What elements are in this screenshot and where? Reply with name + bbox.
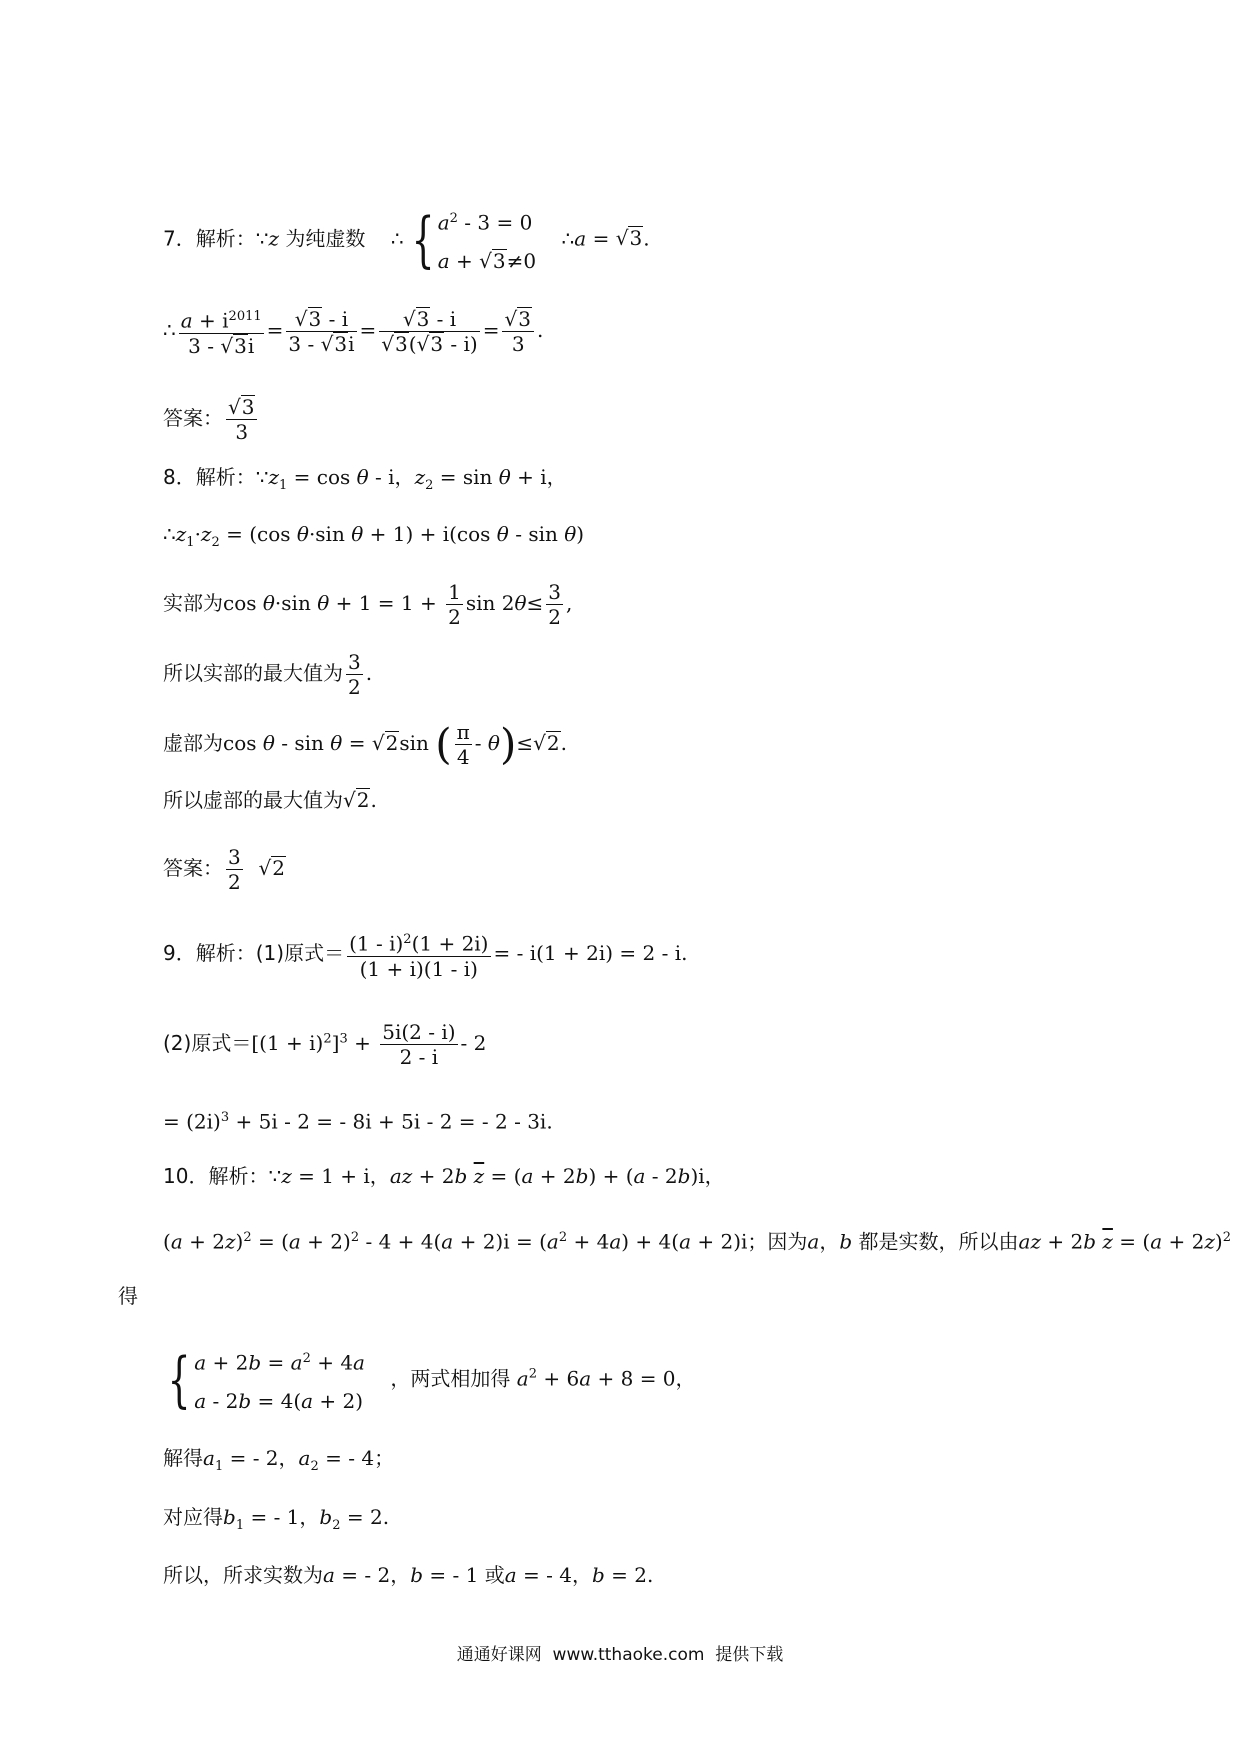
q8-answer: 答案： $\frac{3}{2}$ √2 — [163, 845, 285, 894]
q8-line3: 实部为cos θ·sin θ + 1 = 1 + $\frac{1}{2}$ sin 2θ≤ $\frac{3}{2}$ , — [163, 580, 573, 629]
footer-site: 通通好课网 — [456, 1645, 542, 1665]
q8-line1: 8．解析：$\because z_1 = \cos \theta - i$，$z_2 = \sin \theta + i$， — [163, 465, 567, 493]
q10-system-line: { $a + 2b = a^2 + 4a$ a - 2b = 4(a + 2) ，两式相加得 $a^2 + 6a + 8 = 0$， — [160, 1340, 696, 1420]
q9-line1: 9．解析：(1)原式＝ $\frac{(1 - i)^2(1 + 2i)}{(1 + i)(1 - i)}$ = - i(1 + 2i) = 2 - i. — [163, 928, 687, 981]
q7-line1: 7．解析：∵z 为纯虚数 ∴ { $a^2 - 3 = 0$ a + √3≠0 ∴a = √3. — [163, 200, 650, 280]
footer — [0, 1640, 1240, 1665]
q8-line4: 所以实部的最大值为 $\frac{3}{2}$ . — [163, 650, 373, 699]
q7-answer: 答案： $\frac{√3}{3}$ — [163, 395, 260, 444]
q8-line2: $\therefore z_1\cdot z_2 = (\cos$ θ·sin θ + 1) + i(cos θ - sin θ) — [163, 522, 585, 550]
q10-system: $a + 2b = a^2 + 4a$ a - 2b = 4(a + 2) — [194, 1350, 365, 1413]
q10-line5: 对应得$b_1$ = - 1，$b_2 = 2$. — [163, 1505, 390, 1533]
q8-line6: 所以虚部的最大值为√2. — [163, 788, 377, 812]
q9-line3: = $(2i)^3 + 5i - 2$ = - 8i + 5i - 2 = - 2 - 3i. — [163, 1109, 553, 1134]
footer-provide: 提供下载 — [715, 1645, 784, 1665]
q10-line4: 解得$a_1$ = - 2，$a_2$ = - 4； — [163, 1446, 395, 1474]
q7-label: 7．解析： — [163, 226, 256, 251]
q9-line2: (2)原式$=[(1 + i)^2]^3$ + $\frac{5i(2 - i)}{2 - i}$ - 2 — [163, 1020, 487, 1069]
q10-line2: $(a + 2z)^2 = (a + 2)^2 - 4 + 4(a + 2)i = (a^2 + 4a) + 4(a + 2)i$；因为a，b 都是实数，所以由az + 2b $\overline{z} = (a + 2z)^2$ — [163, 1229, 1231, 1254]
footer-url[interactable]: www.tthaoke.com — [552, 1645, 705, 1665]
q10-de: 得 — [118, 1284, 138, 1308]
q8-line5: 虚部为cos θ - sin θ = √2sin ( $\frac{\pi}{4}$ - θ)≤√2. — [163, 719, 567, 769]
q10-line1: 10．解析：∵z = 1 + i，az + 2b $\overline{z} = (a + 2b) + (a - 2b)i$， — [163, 1164, 725, 1188]
q7-system: $a^2 - 3 = 0$ a + √3≠0 — [437, 210, 537, 273]
q7-line2: ∴ $\frac{a + i^{2011}}{3 - √3i}$ = $\frac{√3 - i}{3 - √3i}$ = $\frac{√3 - i}{√3(√3 - i)}$ = $\frac{√3}{3}$ . — [163, 306, 544, 358]
q10-line6: 所以，所求实数为a = - 2，b = - 1 或a = - 4，b = 2. — [163, 1563, 654, 1587]
